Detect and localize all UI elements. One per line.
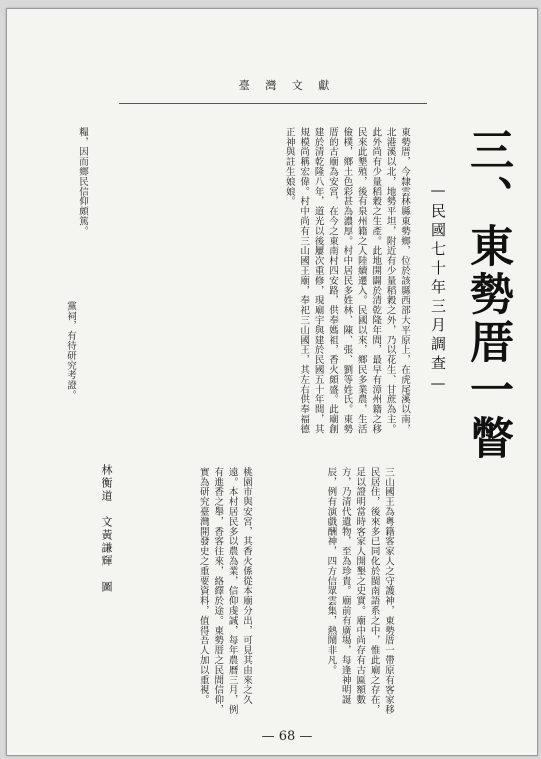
body-text-block-3b: 黨祠，有待研究考證。 <box>65 301 76 400</box>
body-text-block-3: 糧，因而鄉民信仰頗篤。 <box>77 127 88 236</box>
body-text-block-4: 桃園市與安宮，其香火係從本廟分出，可見其由來之久遠。本村居民多以農為業，信仰虔誠，每年農曆三月，例有進香之舉，香客往來，絡繹於途。東勢厝之民間信仰，實為研究臺灣開發史之重要資料，值得吾人加以重視。 <box>197 467 252 715</box>
author-2-role: 圖 <box>100 581 113 594</box>
page-number: — 68 — <box>261 729 313 744</box>
author-1-name: 林衡道 <box>100 464 113 503</box>
author-credits <box>93 464 115 594</box>
author-2 <box>97 529 115 594</box>
document-page <box>6 8 538 756</box>
article-subtitle: —民國七十年三月調查— <box>429 181 447 396</box>
author-1-role: 文 <box>100 516 113 529</box>
header-rule <box>119 103 427 104</box>
body-text-block-2: 三山國王為粵籍客家人之守護神，東勢厝一帶原有客家移民居住，後來多已同化於閩南語系之中，惟此廟之存在，足以證明當時客家人開墾之史實。廟中尚存有古匾額數方，乃清代遺物，至為珍貴。廟前有廣場，每逢神明誕辰，例有演戲酬神，四方信眾雲集，熱鬧非凡。 <box>325 467 394 715</box>
author-1 <box>97 464 115 529</box>
running-header: 臺 灣 文 獻 <box>238 79 336 92</box>
author-2-name: 黃謙輝 <box>100 529 113 568</box>
article-title: 三、東勢厝一瞥 <box>462 127 513 463</box>
body-text-block-1: 東勢厝，今隸雲林縣東勢鄉，位於該縣西部大平原上，在虎尾溪以南，北港溪以北，地勢平坦，附近有少量稻穀之外，乃以花生、甘蔗為主。此外尚有少量稻穀之生產。此地開闢於清乾隆年間，最早有漳州籍之移民來此墾殖，後有泉州籍之人陸續遷入。民國以來，鄉民多業農，生活儉樸，鄉土色彩甚為濃厚。村中居民多姓林、陳、張、劉等姓氏。東勢厝的古廟為安宮，在今之東南村四安路，供奉媽祖，香火頗盛。此廟創建於清乾隆八年，道光以後屢次重修，現廟宇與建於民國五十年間，其規模尚稱宏偉。村中尚有三山國王廟，奉祀三山國王，其左右供奉福德正神與註生娘娘。 <box>283 127 410 434</box>
